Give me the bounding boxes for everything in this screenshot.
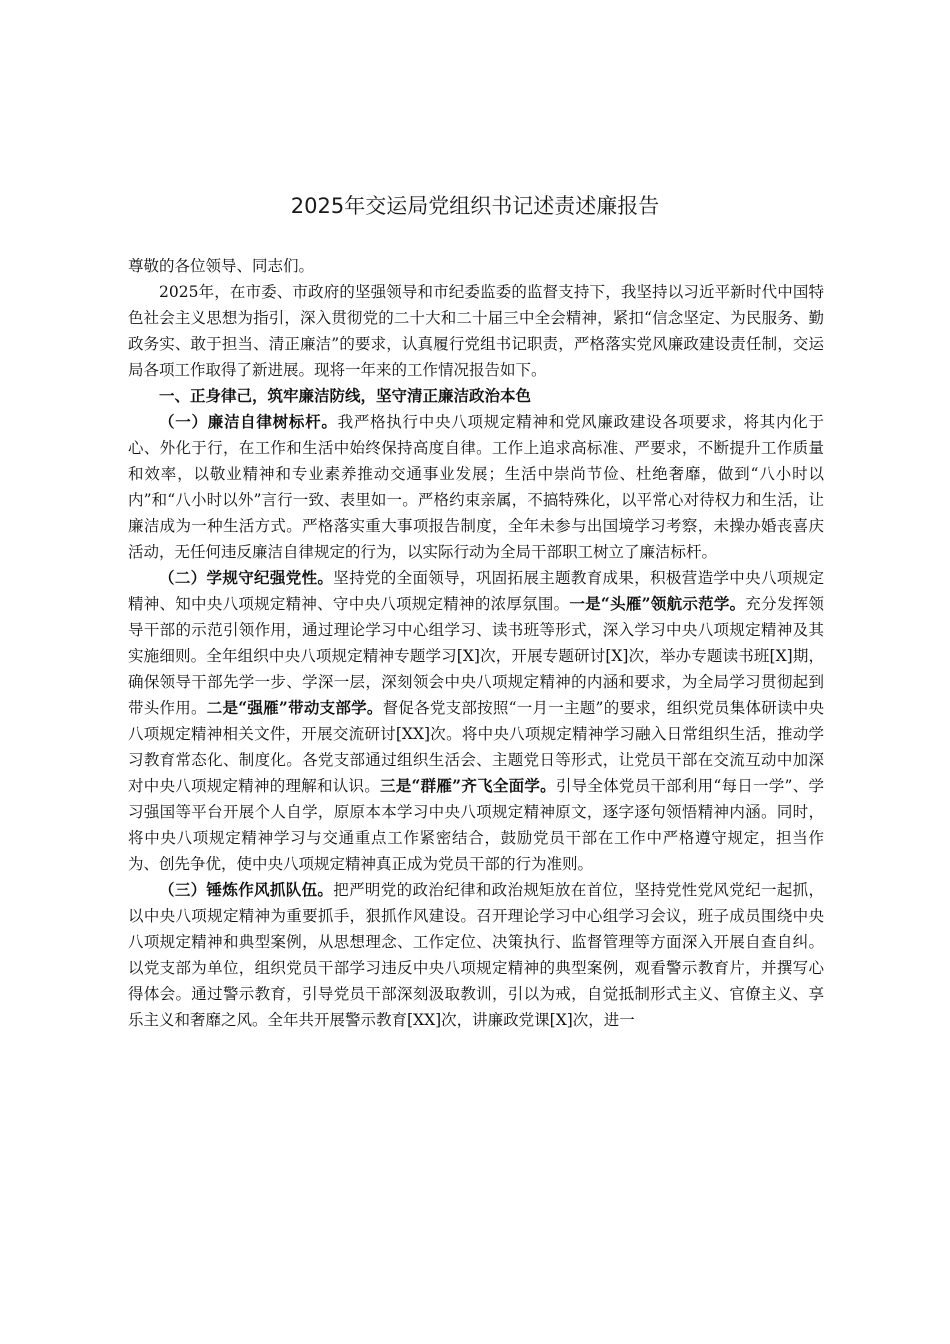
intro-paragraph: 2025年，在市委、市政府的坚强领导和市纪委监委的监督支持下，我坚持以习近平新时代中国特色社会主义思想为指引，深入贯彻党的二十大和二十届三中全会精神，紧扣“信念坚定、为民服务、勤政务实、敢于担当、清正廉洁”的要求，认真履行党组书记职责，严格落实党风廉政建设责任制，交运局各项工作取得了新进展。现将一年来的工作情况报告如下。	[128, 283, 824, 379]
section-1-heading: 一、正身律己，筑牢廉洁防线，坚守清正廉洁政治本色	[159, 386, 532, 405]
subsection-2-paragraph	[128, 565, 824, 877]
subsection-1-text: 我严格执行中央八项规定精神和党风廉政建设各项要求，将其内化于心、外化于行，在工作和生活中始终保持高度自律。工作上追求高标准、严要求，不断提升工作质量和效率，以敬业精神和专业素养推动交通事业发展；生活中崇尚节俭、杜绝奢靡，做到“八小时以内”和“八小时以外”言行一致、表里如一。严格约束亲属，不搞特殊化，以平常心对待权力和生活，让廉洁成为一种生活方式。严格落实重大事项报告制度，全年未参与出国境学习考察，未操办婚丧喜庆活动，无任何违反廉洁自律规定的行为，以实际行动为全局干部职工树立了廉洁标杆。	[128, 413, 824, 561]
subsection-2-lead: （二）学规守纪强党性。	[159, 568, 334, 587]
subsection-2-text-1: 坚持党的全面领导，巩固拓展主题教育成果，积极营造学中央八项规定精神、知中央八项规定精神、守中央八项规定精神的浓厚氛围。	[128, 569, 824, 613]
subsection-1-paragraph	[128, 409, 824, 565]
document-body	[128, 253, 824, 1033]
subsection-2-point-1: 一是“头雁”领航示范学。	[569, 594, 746, 613]
subsection-2-text-4: 引导全体党员干部利用“每日一学”、学习强国等平台开展个人自学，原原本本学习中央八项规定精神原文，逐字逐句领悟精神内涵。同时，将中央八项规定精神学习与交通重点工作紧密结合，鼓励党员干部在工作中严格遵守规定，担当作为、创先争优，使中央八项规定精神真正成为党员干部的行为准则。	[128, 777, 824, 873]
subsection-3-lead: （三）锤炼作风抓队伍。	[159, 880, 334, 899]
subsection-1-lead: （一）廉洁自律树标杆。	[159, 412, 338, 431]
subsection-2-text-2: 充分发挥领导干部的示范引领作用，通过理论学习中心组学习、读书班等形式，深入学习中央八项规定精神及其实施细则。全年组织中央八项规定精神专题学习[X]次，开展专题研讨[X]次，举办专题读书班[X]期，确保领导干部先学一步、学深一层，深刻领会中央八项规定精神的内涵和要求，为全局学习贯彻起到带头作用。	[128, 595, 824, 717]
subsection-3-paragraph	[128, 877, 824, 1033]
document-title: 2025年交运局党组织书记述责述廉报告	[290, 194, 660, 218]
subsection-2-point-3: 三是“群雁”齐飞全面学。	[380, 776, 556, 795]
subsection-3-text: 把严明党的政治纪律和政治规矩放在首位，坚持党性党风党纪一起抓，以中央八项规定精神为重要抓手，狠抓作风建设。召开理论学习中心组学习会议，班子成员围绕中央八项规定精神和典型案例，从思想理念、工作定位、决策执行、监督管理等方面深入开展自查自纠。以党支部为单位，组织党员干部学习违反中央八项规定精神的典型案例，观看警示教育片，并撰写心得体会。通过警示教育，引导党员干部深刻汲取教训，引以为戒，自觉抵制形式主义、官僚主义、享乐主义和奢靡之风。全年共开展警示教育[XX]次，讲廉政党课[X]次，进一	[128, 881, 824, 1029]
subsection-2-text-3: 督促各党支部按照“一月一主题”的要求，组织党员集体研读中央八项规定精神相关文件，开展交流研讨[XX]次。将中央八项规定精神学习融入日常组织生活，推动学习教育常态化、制度化。各党支部通过组织生活会、主题党日等形式，让党员干部在交流互动中加深对中央八项规定精神的理解和认识。	[128, 699, 824, 795]
salutation: 尊敬的各位领导、同志们。	[128, 257, 315, 275]
subsection-2-point-2: 二是“强雁”带动支部学。	[206, 698, 383, 717]
